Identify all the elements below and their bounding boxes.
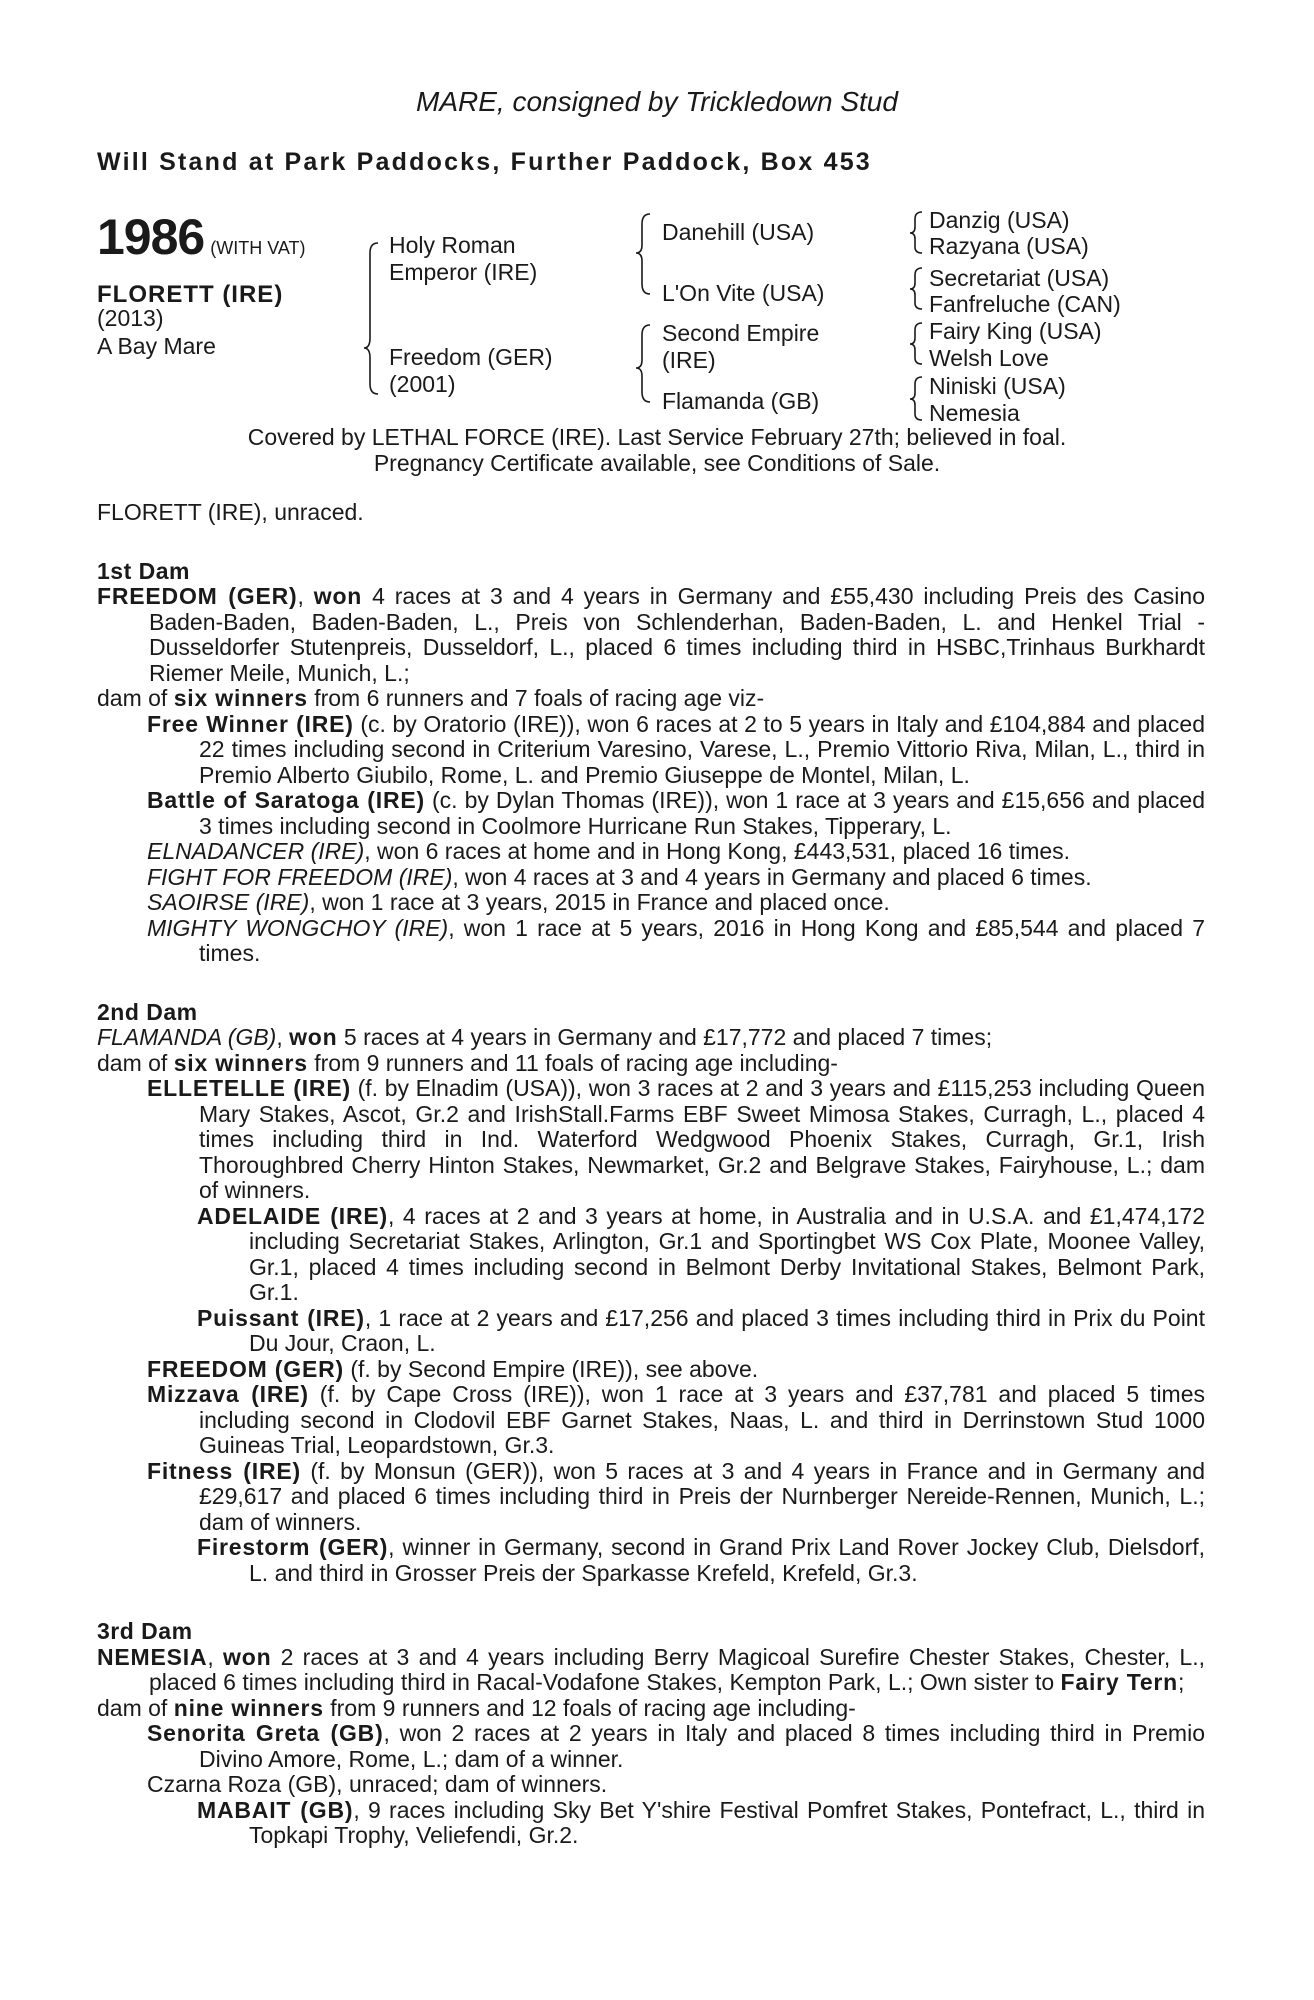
- produce-text: , won 4 races at 3 and 4 years in Germany and placed 6 times.: [452, 863, 1092, 890]
- produce-text: (f. by Cape Cross (IRE)), won 1 race at 3 years and £37,781 and placed 5 times including second in Clodovil EBF Garnet Stakes, Naas, L. and third in Derrinstown Stud 1000 Guineas Trial, Leopardstown, Gr.3.: [199, 1381, 1206, 1458]
- produce-text: (c. by Oratorio (IRE)), won 6 races at 2 to 5 years in Italy and £104,884 and placed 22 times including second in Criterium Varesino, Varese, L., Premio Vittorio Riva, Milan, L., third in Premio Alberto Giubilo, Rome, L. and Premio Giuseppe de Montel, Milan, L.: [199, 710, 1205, 788]
- first-dam-heading: 1st Dam: [97, 557, 190, 584]
- horse-description: A Bay Mare: [97, 333, 216, 359]
- produce-name: Puissant (IRE): [197, 1304, 365, 1331]
- ds-line1: Second Empire: [662, 320, 820, 346]
- produce-entry: [97, 890, 1205, 916]
- sire-line1: Holy Roman: [389, 232, 516, 258]
- produce-name: Czarna Roza (GB): [147, 1771, 337, 1797]
- produce-entry: [97, 865, 1205, 891]
- sire-dam-bracket: [364, 243, 378, 394]
- produce-name: MABAIT (GB): [197, 1796, 354, 1823]
- g-bracket-1: [910, 212, 922, 253]
- pedigree-dd: Flamanda (GB): [662, 388, 820, 414]
- second-dam-name: FLAMANDA (GB): [97, 1024, 277, 1050]
- unraced-line: FLORETT (IRE), unraced.: [97, 499, 364, 525]
- dam-of-bold: six winners: [173, 1049, 308, 1076]
- pedigree-dam: [389, 344, 553, 398]
- g-bracket-2: [910, 268, 922, 309]
- produce-text: , 1 race at 2 years and £17,256 and placed 3 times including third in Prix du Point Du Jour, Craon, L.: [249, 1304, 1205, 1356]
- produce-name: Firestorm (GER): [197, 1534, 389, 1560]
- dam-of-prefix: dam of: [97, 1694, 168, 1721]
- pedigree-sire: [389, 232, 537, 286]
- covered-note: [0, 424, 1314, 476]
- dam-line2: (2001): [389, 371, 456, 397]
- first-dam-name: FREEDOM (GER): [97, 583, 298, 609]
- vat-label: (WITH VAT): [210, 238, 306, 258]
- pedigree-brackets: [0, 0, 1314, 440]
- dam-line1: Freedom (GER): [389, 344, 553, 370]
- produce-name: MIGHTY WONGCHOY (IRE): [147, 914, 449, 941]
- produce-entry: [97, 916, 1205, 967]
- produce-name: Battle of Saratoga (IRE): [147, 787, 425, 813]
- produce-text: , won 2 races at 2 years in Italy and placed 8 times including third in Premio Divino Amore, Rome, L.; dam of a winner.: [199, 1720, 1205, 1772]
- third-dam-produce-summary: [97, 1696, 1205, 1722]
- produce-entry: [97, 1357, 1205, 1383]
- pedigree-sds: Secretariat (USA): [929, 265, 1110, 291]
- produce-entry: [97, 1076, 1205, 1204]
- third-dam-name: NEMESIA: [97, 1643, 208, 1670]
- produce-text: , won 1 race at 3 years, 2015 in France and placed once.: [309, 889, 890, 915]
- produce-name: FREEDOM (GER): [147, 1355, 344, 1382]
- produce-entry: [97, 1721, 1205, 1772]
- dam-of-rest: from 9 runners and 11 foals of racing age including-: [314, 1049, 838, 1076]
- pedigree-ss: Danehill (USA): [662, 219, 815, 245]
- produce-name: Fitness (IRE): [147, 1457, 301, 1484]
- produce-text: , 4 races at 2 and 3 years at home, in Australia and in U.S.A. and £1,474,172 including Secretariat Stakes, Arlington, Gr.1 and Sportingbet WS Cox Plate, Moonee Valley, Gr.1, placed 4 times including second in Belmont Derby Invitational Stakes, Belmont Park, Gr.1.: [249, 1202, 1205, 1305]
- pedigree-dss: Fairy King (USA): [929, 318, 1102, 344]
- produce-name: ADELAIDE (IRE): [197, 1202, 388, 1229]
- first-dam-text: 4 races at 3 and 4 years in Germany and £55,430 including Preis des Casino Baden-Baden, Baden-Baden, L., Preis von Schlenderhan, Baden-Baden, L. and Henkel Trial - Dusseldorfer Stutenpreis, Dusseldorf, L., placed 6 times including third in HSBC,Trinhaus Burkhardt Riemer Meile, Munich, L.;: [149, 583, 1205, 686]
- covered-line1: Covered by LETHAL FORCE (IRE). Last Service February 27th; believed in foal.: [247, 424, 1067, 450]
- pedigree-sss: Danzig (USA): [929, 207, 1070, 233]
- pedigree-ssd: Razyana (USA): [929, 233, 1089, 259]
- produce-entry: [97, 1382, 1205, 1459]
- dam-of-prefix: dam of: [97, 685, 168, 711]
- produce-text: , won 1 race at 5 years, 2016 in Hong Kong and £85,544 and placed 7 times.: [199, 914, 1205, 966]
- second-dam-produce-summary: [97, 1051, 1205, 1077]
- produce-entry: [97, 788, 1205, 839]
- produce-name: FIGHT FOR FREEDOM (IRE): [147, 863, 453, 890]
- pedigree-sd: L'On Vite (USA): [662, 280, 825, 306]
- third-dam-text: 2 races at 3 and 4 years including Berry Magicoal Surefire Chester Stakes, Chester, L., placed 6 times including third in Racal-Vodafone Stakes, Kempton Park, L.; Own sister to: [149, 1643, 1206, 1695]
- produce-name: ELNADANCER (IRE): [147, 838, 365, 864]
- third-dam-sister: Fairy Tern: [1060, 1669, 1179, 1695]
- produce-text: (f. by Second Empire (IRE)), see above.: [350, 1355, 759, 1382]
- sire-line2: Emperor (IRE): [389, 259, 538, 285]
- produce-text: (f. by Monsun (GER)), won 5 races at 3 and 4 years in France and in Germany and £29,617 and placed 6 times including third in Preis der Nurnberger Nereide-Rennen, Munich, L.; dam of winners.: [199, 1457, 1205, 1535]
- first-dam-produce-summary: [97, 686, 1205, 712]
- produce-entry: [97, 1772, 1205, 1798]
- grand-produce-entry: [97, 1535, 1205, 1586]
- produce-text: (c. by Dylan Thomas (IRE)), won 1 race at 3 years and £15,656 and placed 3 times including second in Coolmore Hurricane Run Stakes, Tipperary, L.: [199, 787, 1205, 839]
- first-dam-won: won: [313, 583, 363, 609]
- third-dam-won: won: [223, 1643, 272, 1670]
- third-dam-record: NEMESIA, won 2 races at 3 and 4 years including Berry Magicoal Surefire Chester Stakes, Chester, L., placed 6 times including third in Racal-Vodafone Stakes, Kempton Park, L.; Own sister to Fairy Tern;: [97, 1643, 1206, 1695]
- produce-entry: [97, 839, 1205, 865]
- horse-name: FLORETT (IRE): [97, 281, 284, 308]
- grand-produce-entry: [97, 1798, 1205, 1849]
- dam-of-rest: from 9 runners and 12 foals of racing age including-: [330, 1694, 856, 1721]
- pedigree-sdd: Fanfreluche (CAN): [929, 291, 1121, 317]
- second-dam-heading: 2nd Dam: [97, 998, 198, 1025]
- dam-bracket: [636, 325, 650, 402]
- produce-text: , unraced; dam of winners.: [336, 1771, 608, 1797]
- second-dam-record: FLAMANDA (GB), won 5 races at 4 years in Germany and £17,772 and placed 7 times;: [97, 1024, 993, 1050]
- third-dam-heading: 3rd Dam: [97, 1618, 193, 1644]
- catalogue-body: [97, 500, 1205, 1849]
- second-dam-won: won: [289, 1024, 338, 1050]
- location-subtitle: Will Stand at Park Paddocks, Further Paddock, Box 453: [97, 148, 872, 176]
- produce-text: , 9 races including Sky Bet Y'shire Festival Pomfret Stakes, Pontefract, L., third in Topkapi Trophy, Veliefendi, Gr.2.: [249, 1796, 1206, 1848]
- pedigree-ddd: Nemesia: [929, 400, 1020, 426]
- produce-entry: [97, 712, 1205, 789]
- produce-text: (f. by Elnadim (USA)), won 3 races at 2 and 3 years and £115,253 including Queen Mary Stakes, Ascot, Gr.2 and IrishStall.Farms EBF Sweet Mimosa Stakes, Curragh, L., placed 4 times including third in Ind. Waterford Wedgwood Phoenix Stakes, Curragh, Gr.1, Irish Thoroughbred Cherry Hinton Stakes, Newmarket, Gr.2 and Belgrave Stakes, Fairyhouse, L.; dam of winners.: [199, 1075, 1206, 1203]
- dam-of-prefix: dam of: [97, 1049, 168, 1076]
- produce-text: , winner in Germany, second in Grand Prix Land Rover Jockey Club, Dielsdorf, L. and third in Grosser Preis der Sparkasse Krefeld, Krefeld, Gr.3.: [249, 1534, 1206, 1586]
- g-bracket-4: [910, 377, 922, 420]
- ds-line2: (IRE): [662, 347, 716, 373]
- lot-number: 1986: [97, 209, 205, 265]
- horse-year: (2013): [97, 305, 164, 331]
- dam-of-bold: six winners: [173, 685, 308, 711]
- produce-entry: [97, 1459, 1205, 1536]
- page-title: MARE, consigned by Trickledown Stud: [416, 86, 898, 117]
- produce-text: , won 6 races at home and in Hong Kong, £443,531, placed 16 times.: [364, 838, 1071, 864]
- pedigree-dsd: Welsh Love: [929, 345, 1049, 371]
- produce-name: ELLETELLE (IRE): [147, 1075, 351, 1101]
- first-dam-record: FREEDOM (GER), won 4 races at 3 and 4 years in Germany and £55,430 including Preis des Casino Baden-Baden, Baden-Baden, L., Preis von Schlenderhan, Baden-Baden, L. and Henkel Trial - Dusseldorfer Stutenpreis, Dusseldorf, L., placed 6 times including third in HSBC,Trinhaus Burkhardt Riemer Meile, Munich, L.;: [97, 583, 1205, 686]
- second-dam-text: 5 races at 4 years in Germany and £17,772 and placed 7 times;: [343, 1024, 993, 1050]
- grand-produce-entry: [97, 1306, 1205, 1357]
- dam-of-bold: nine winners: [173, 1694, 324, 1721]
- produce-name: Free Winner (IRE): [147, 710, 354, 737]
- g-bracket-3: [910, 323, 922, 364]
- pedigree-dds: Niniski (USA): [929, 373, 1066, 399]
- produce-name: Mizzava (IRE): [147, 1381, 309, 1407]
- pedigree-ds: [662, 320, 819, 374]
- produce-name: Senorita Greta (GB): [147, 1720, 384, 1746]
- covered-line2: Pregnancy Certificate available, see Conditions of Sale.: [373, 450, 941, 476]
- sire-bracket: [636, 214, 650, 294]
- dam-of-rest: from 6 runners and 7 foals of racing age viz-: [314, 685, 765, 711]
- produce-name: SAOIRSE (IRE): [147, 889, 310, 915]
- grand-produce-entry: [97, 1204, 1205, 1306]
